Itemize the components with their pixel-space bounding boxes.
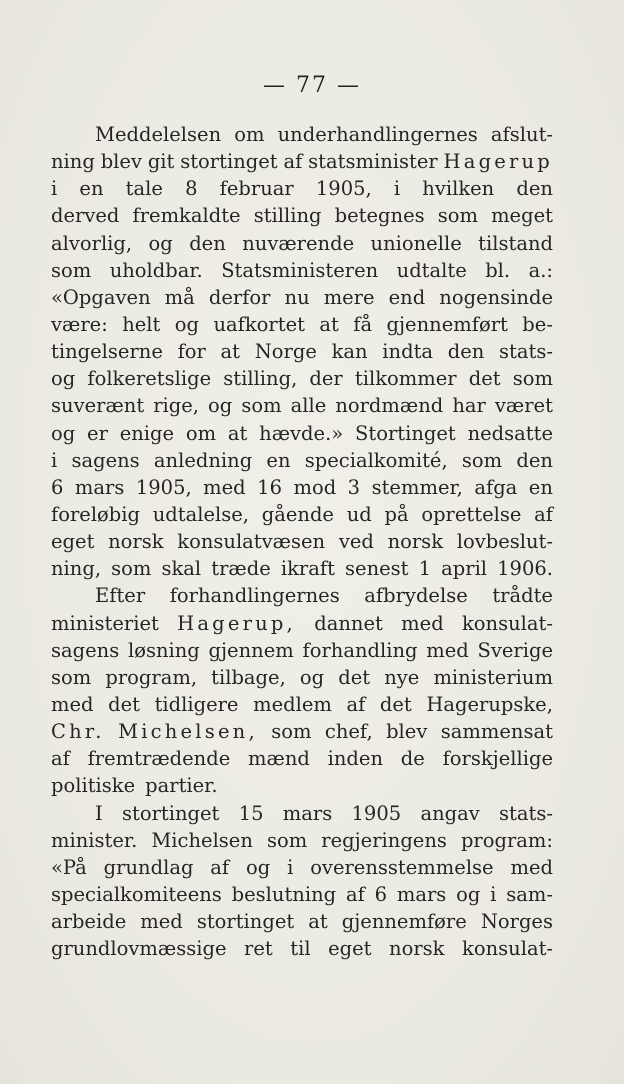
word: af	[51, 747, 70, 771]
text-line	[51, 555, 553, 582]
word: derved	[51, 204, 120, 228]
word: sammensat	[440, 720, 553, 744]
word: rige,	[153, 394, 199, 418]
word: alvorlig,	[51, 231, 133, 255]
word: afga	[474, 475, 518, 499]
word: og	[299, 665, 325, 689]
word: i	[490, 882, 497, 906]
word: tidligere	[154, 692, 239, 716]
word: unionelle	[370, 231, 462, 255]
word: med	[426, 638, 469, 662]
word: Statsministeren	[221, 258, 379, 282]
text-line	[51, 338, 553, 365]
text-line	[51, 881, 553, 908]
word: stortinget	[196, 910, 295, 934]
word: 1905,	[315, 177, 372, 201]
word: med	[140, 910, 183, 934]
word: få	[353, 312, 373, 336]
word: gjennemført	[386, 312, 508, 336]
word: norsk	[108, 530, 164, 554]
word: den	[516, 448, 553, 472]
word: minister.	[51, 828, 138, 852]
body-text	[51, 121, 553, 962]
text-line	[51, 528, 553, 555]
word: mænd	[248, 747, 310, 771]
word: anledning	[153, 448, 253, 472]
word: konsulatvæsen	[177, 530, 326, 554]
word: for	[177, 340, 206, 364]
word: som	[461, 448, 503, 472]
word: 3	[347, 475, 361, 499]
text-line	[51, 311, 553, 338]
word: afbrydelse	[364, 584, 468, 608]
word: lovbeslut-	[456, 530, 553, 554]
word: senest	[345, 557, 409, 581]
word: forhandlingernes	[169, 584, 340, 608]
word: Michelsen	[151, 828, 253, 852]
word: den	[447, 340, 485, 364]
word: ud	[346, 502, 372, 526]
word: nuværende	[242, 231, 355, 255]
word: indta	[382, 340, 434, 364]
word: norsk	[387, 530, 444, 554]
text-line	[51, 772, 553, 799]
text-line	[51, 501, 553, 528]
word: kan	[331, 340, 368, 364]
word: folkeretslige	[87, 367, 212, 391]
text-line	[51, 284, 553, 311]
word: politiske	[51, 774, 136, 798]
text-line	[51, 800, 553, 827]
word: mars	[74, 475, 125, 499]
word: som	[271, 720, 312, 744]
word: medlem	[253, 692, 332, 716]
word: Hagerupske,	[426, 692, 553, 716]
word: Efter	[95, 584, 146, 608]
word: forskjellige	[442, 747, 553, 771]
word: i	[51, 448, 58, 472]
spaced-name: Chr.	[51, 720, 105, 744]
word: være:	[51, 312, 108, 336]
word: mod	[293, 475, 337, 499]
word: I	[95, 801, 103, 825]
word: konsulat-	[462, 937, 553, 961]
text-line	[51, 664, 553, 691]
word: oprettelse	[421, 502, 522, 526]
word: specialkomiteens	[51, 882, 222, 906]
word: statsminister	[308, 150, 438, 174]
word: fremtrædende	[87, 747, 231, 771]
word: suverænt	[51, 394, 145, 418]
word: udtalte	[396, 258, 467, 282]
word: en	[528, 475, 553, 499]
word: ikraft	[280, 557, 335, 581]
word: 16	[257, 475, 282, 499]
word: om	[185, 421, 217, 445]
word: en	[266, 448, 291, 472]
word: end	[388, 285, 426, 309]
word: meget	[491, 204, 553, 228]
word: må	[164, 285, 195, 309]
word: enige	[119, 421, 175, 445]
word: 1906.	[497, 557, 553, 581]
word: arbeide	[51, 910, 127, 934]
text-line	[51, 935, 553, 962]
word: at	[319, 312, 339, 336]
text-line	[51, 121, 553, 148]
word: forhandling	[302, 638, 418, 662]
word: stilling	[253, 204, 322, 228]
word: februar	[219, 177, 294, 201]
word: sagens	[51, 638, 120, 662]
text-line	[51, 691, 553, 718]
word: a.:	[528, 258, 553, 282]
word: som	[266, 828, 308, 852]
word: 8	[185, 177, 198, 201]
text-line	[51, 745, 553, 772]
word: træde	[211, 557, 271, 581]
word: stortinget	[180, 150, 278, 174]
word: og	[208, 394, 233, 418]
word: alle	[290, 394, 327, 418]
word: uafkortet	[213, 312, 305, 336]
word: de	[400, 747, 425, 771]
word: april	[441, 557, 488, 581]
word: med	[401, 611, 444, 635]
word: i	[287, 855, 294, 879]
word: ret	[244, 937, 273, 961]
word: helt	[122, 312, 161, 336]
word: en	[79, 177, 104, 201]
word: af	[345, 882, 365, 906]
word: grundlag	[103, 855, 194, 879]
word: været	[494, 394, 553, 418]
word: det	[379, 692, 412, 716]
word: i	[51, 177, 58, 201]
word: gående	[261, 502, 334, 526]
word: i	[393, 177, 401, 201]
word: stilling,	[223, 367, 298, 391]
word: med	[51, 692, 94, 716]
text-line	[51, 230, 553, 257]
word: afslut-	[490, 123, 553, 146]
word: be-	[522, 312, 553, 336]
word: 6	[374, 882, 388, 906]
word: Norges	[480, 910, 553, 934]
word: mars	[396, 882, 447, 906]
word: 15	[238, 801, 264, 825]
text-line	[51, 827, 553, 854]
word: det	[468, 367, 501, 391]
word: gjennemføre	[341, 910, 467, 934]
word: som	[111, 557, 152, 581]
word: og	[51, 367, 76, 391]
word: tilstand	[478, 231, 553, 255]
spaced-name: Michelsen,	[118, 720, 258, 744]
word: partier.	[145, 774, 218, 798]
text-line	[51, 854, 553, 881]
word: tilbage,	[211, 665, 286, 689]
word: program,	[105, 665, 198, 689]
word: «På	[51, 855, 87, 879]
word: og	[174, 312, 200, 336]
word: underhandlingernes	[277, 123, 478, 146]
word: sam-	[506, 882, 553, 906]
word: nye	[384, 665, 420, 689]
word: tilkommer	[354, 367, 457, 391]
word: specialkomité,	[304, 448, 448, 472]
word: af	[346, 692, 366, 716]
word: Stortinget	[355, 421, 456, 445]
word: program:	[460, 828, 553, 852]
word: at	[227, 421, 248, 445]
word: som	[241, 394, 282, 418]
word: tingelserne	[51, 340, 163, 364]
word: gjennem	[208, 638, 294, 662]
word: betegnes	[334, 204, 425, 228]
word: med	[203, 475, 246, 499]
text-line	[51, 175, 553, 202]
word: 1905,	[135, 475, 192, 499]
word: af	[210, 855, 230, 879]
text-line	[51, 610, 553, 637]
word: hvilken	[422, 177, 495, 201]
word: udtalelse,	[152, 502, 249, 526]
word: der	[309, 367, 343, 391]
word: dannet	[314, 611, 383, 635]
word: med	[510, 855, 553, 879]
word: eget	[328, 937, 372, 961]
text-line	[51, 202, 553, 229]
text-line	[51, 392, 553, 419]
spaced-name: Hagerup	[443, 150, 553, 174]
word: til	[290, 937, 311, 961]
word: grundlovmæssige	[51, 937, 227, 961]
word: ning	[51, 150, 95, 174]
word: og	[148, 231, 173, 255]
text-line	[51, 908, 553, 935]
word: bl.	[485, 258, 511, 282]
word: overensstemmelse	[310, 855, 494, 879]
word: 6	[51, 475, 64, 499]
word: den	[189, 231, 226, 255]
word: 1905	[351, 801, 402, 825]
word: angav	[420, 801, 480, 825]
word: nordmænd	[335, 394, 444, 418]
word: beslutning	[231, 882, 337, 906]
word: hævde.»	[259, 421, 344, 445]
word: blev	[100, 150, 142, 174]
word: på	[384, 502, 409, 526]
word: den	[516, 177, 553, 201]
word: er	[87, 421, 108, 445]
text-line	[51, 718, 553, 745]
text-line	[51, 365, 553, 392]
word: stortinget	[121, 801, 220, 825]
word: 1	[418, 557, 432, 581]
word: og	[51, 421, 76, 445]
text-line	[51, 474, 553, 501]
word: regjeringens	[321, 828, 447, 852]
word: som	[51, 258, 92, 282]
word: løsning	[127, 638, 200, 662]
word: mere	[323, 285, 375, 309]
text-line	[51, 420, 553, 447]
word: af	[534, 502, 553, 526]
word: af	[283, 150, 303, 174]
word: nu	[284, 285, 310, 309]
word: Norge	[254, 340, 317, 364]
word: chef,	[324, 720, 373, 744]
word: ministeriet	[51, 611, 159, 635]
word: det	[338, 665, 371, 689]
word: git	[147, 150, 175, 174]
word: stats-	[499, 801, 553, 825]
word: stats-	[499, 340, 553, 364]
word: norsk	[389, 937, 445, 961]
word: sagens	[71, 448, 140, 472]
word: trådte	[492, 584, 553, 608]
word: skal	[161, 557, 202, 581]
page-number: — 77 —	[263, 73, 361, 98]
word: og	[245, 855, 271, 879]
text-line	[51, 257, 553, 284]
word: det	[108, 692, 140, 716]
word: stemmer,	[371, 475, 463, 499]
word: derfor	[208, 285, 271, 309]
text-line	[51, 148, 553, 175]
word: som	[437, 204, 478, 228]
word: som	[512, 367, 553, 391]
word: nogensinde	[439, 285, 553, 309]
word: blev	[386, 720, 428, 744]
word: tale	[125, 177, 163, 201]
word: som	[51, 665, 92, 689]
text-line	[51, 582, 553, 609]
word: Sverige	[477, 638, 553, 662]
word: eget	[51, 530, 95, 554]
word: ministerium	[433, 665, 553, 689]
word: om	[234, 123, 265, 146]
word: uholdbar.	[109, 258, 203, 282]
word: har	[452, 394, 486, 418]
word: inden	[327, 747, 384, 771]
word: at	[220, 340, 241, 364]
spaced-name: Hagerup,	[177, 611, 296, 635]
word: at	[308, 910, 328, 934]
word: nedsatte	[467, 421, 553, 445]
word: fremkaldte	[132, 204, 241, 228]
word: konsulat-	[461, 611, 553, 635]
text-line	[51, 637, 553, 664]
word: foreløbig	[51, 502, 140, 526]
word: «Opgaven	[51, 285, 151, 309]
word: ning,	[51, 557, 102, 581]
word: og	[456, 882, 481, 906]
text-line	[51, 447, 553, 474]
word: mars	[282, 801, 333, 825]
word: Meddelelsen	[95, 123, 222, 146]
word: ved	[338, 530, 374, 554]
